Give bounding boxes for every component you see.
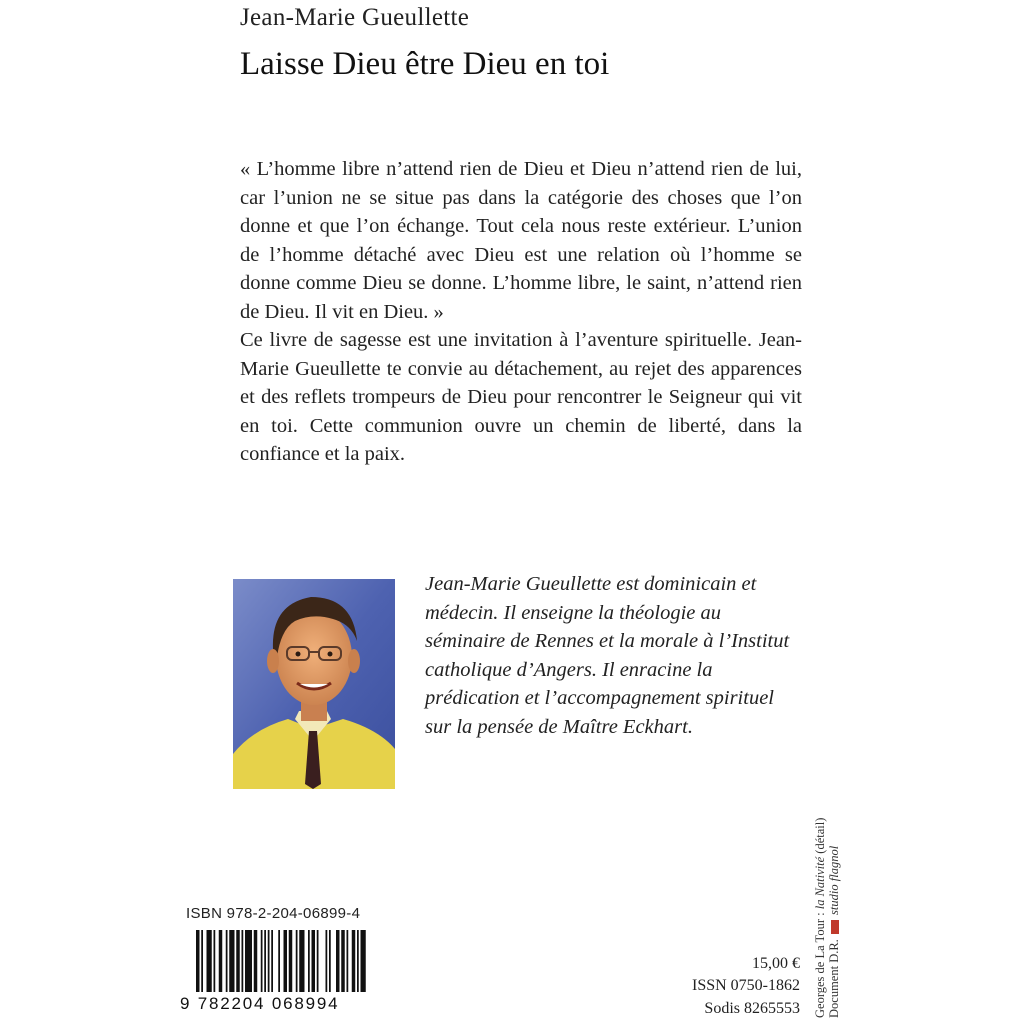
author-bio: Jean-Marie Gueullette est dominicain et médecin. Il enseigne la théologie au séminaire de Rennes et la morale à l’Institut catholique d’Angers. Il enracine la prédication et l’accompagnement spirituel sur la pensée de Maître Eckhart. — [425, 573, 790, 738]
barcode-digits: 9 782204 068994 — [180, 994, 340, 1013]
barcode-bar — [341, 930, 345, 992]
credit-line-1: Georges de La Tour : la Nativité (détail) — [813, 817, 827, 1018]
author-name: Jean-Marie Gueullette — [240, 4, 470, 31]
barcode-bar — [299, 930, 304, 992]
barcode-bar — [264, 930, 266, 992]
barcode-bar — [361, 930, 366, 992]
barcode-bar — [336, 930, 340, 992]
barcode-bar — [326, 930, 328, 992]
barcode-bar — [289, 930, 293, 992]
barcode-bar — [347, 930, 349, 992]
price: 15,00 € — [752, 955, 800, 972]
barcode-bar — [312, 930, 316, 992]
author-photo — [233, 579, 395, 789]
barcode-bar — [261, 930, 263, 992]
studio-logo-icon — [831, 920, 839, 934]
isbn-label: ISBN 978-2-204-06899-4 — [186, 905, 361, 922]
image-credit — [813, 818, 841, 1018]
barcode-bar — [229, 930, 234, 992]
book-title: Laisse Dieu être Dieu en toi — [240, 46, 610, 82]
barcode-bar — [254, 930, 258, 992]
barcode-bar — [329, 930, 331, 992]
barcode-bar — [284, 930, 288, 992]
barcode-bar — [219, 930, 223, 992]
barcode-bar — [317, 930, 319, 992]
barcode-bar — [357, 930, 359, 992]
quote-paragraph: « L’homme libre n’attend rien de Dieu et Dieu n’attend rien de lui, car l’union ne se situe pas dans la catégorie des choses que l’on donne et que l’on échange. Tout cela nous reste extérieur. L’union de l’homme détaché avec Dieu est une relation où l’homme se donne comme Dieu se donne. L’homme libre, le saint, n’attend rien de Dieu. Il vit en Dieu. » — [240, 158, 802, 323]
barcode-bar — [245, 930, 252, 992]
barcode-bar — [196, 930, 200, 992]
barcode-bar — [201, 930, 203, 992]
issn: ISSN 0750-1862 — [691, 977, 800, 994]
credit-line-2: Document D.R. studio flagnol — [827, 845, 841, 1018]
barcode-bar — [207, 930, 212, 992]
sodis-code: Sodis 8265553 — [704, 1000, 800, 1017]
barcode-bar — [278, 930, 280, 992]
barcode-bar — [242, 930, 244, 992]
barcode-bar — [308, 930, 310, 992]
barcode-bar — [352, 930, 356, 992]
barcode-bar — [296, 930, 298, 992]
barcode-bar — [226, 930, 228, 992]
barcode-bar — [271, 930, 273, 992]
description-paragraph: Ce livre de sagesse est une invitation à l’aventure spirituelle. Jean-Marie Gueullette te convie au détachement, au rejet des apparences et des reflets trompeurs de Dieu pour rencontrer le Seigneur qui vit en toi. Cette communion ouvre un chemin de liberté, dans la confiance et la paix. — [240, 329, 802, 465]
back-cover-text — [240, 155, 802, 469]
barcode-bar — [214, 930, 216, 992]
barcode-bar — [268, 930, 270, 992]
barcode-bar — [236, 930, 240, 992]
